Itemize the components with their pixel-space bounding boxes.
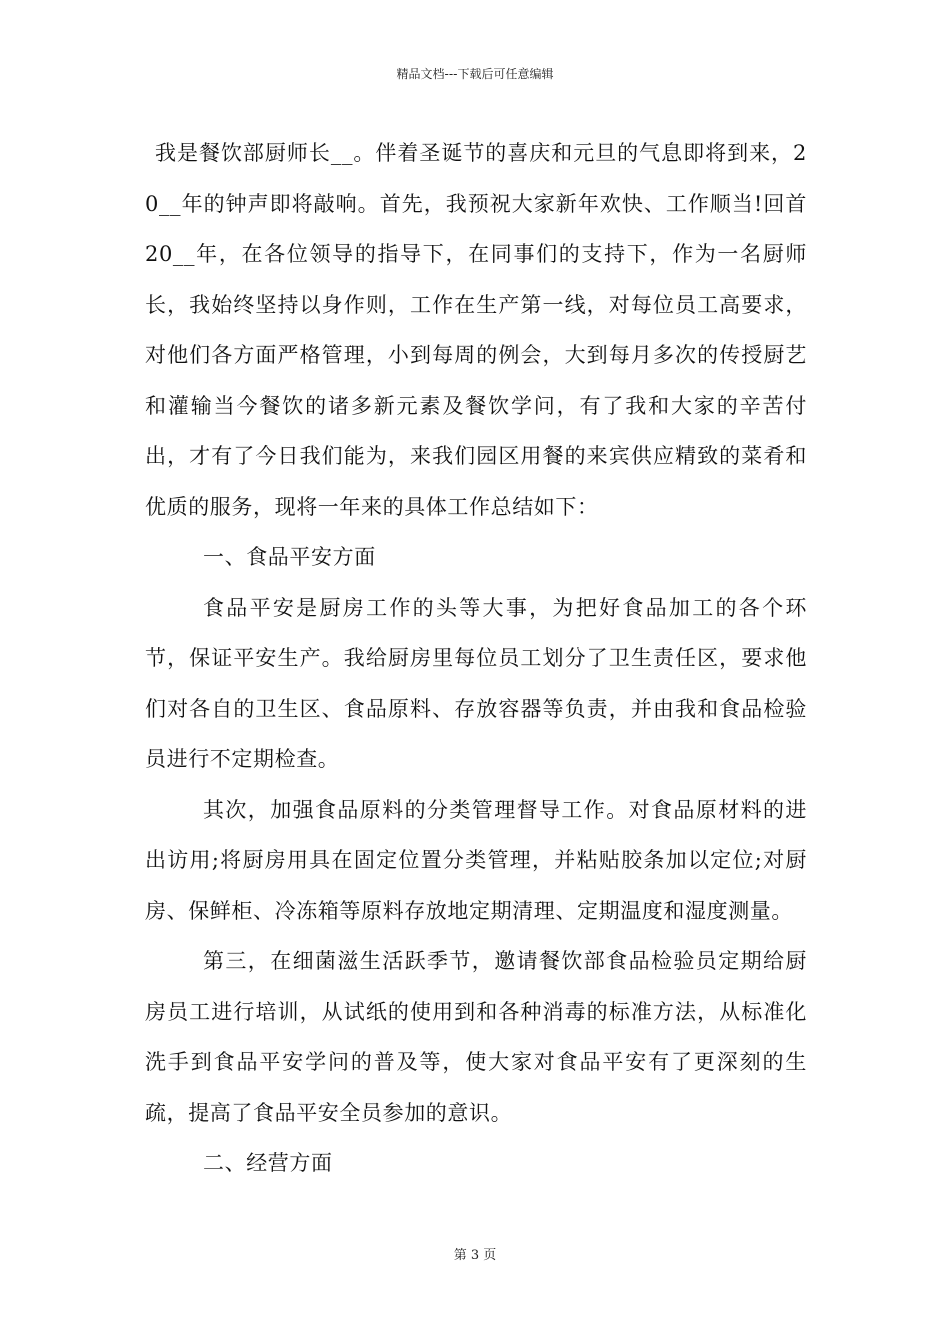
document-body	[145, 128, 807, 1189]
food-safety-paragraph-2: 其次，加强食品原料的分类管理督导工作。对食品原材料的进出访用;将厨房用具在固定位置分类管理，并粘贴胶条加以定位;对厨房、保鲜柜、冷冻箱等原料存放地定期清理、定期温度和湿度测量。	[145, 797, 807, 923]
section-heading-operations: 二、经营方面	[203, 1151, 333, 1175]
page-number: 第 3 页	[453, 1248, 497, 1263]
food-safety-paragraph-1: 食品平安是厨房工作的头等大事，为把好食品加工的各个环节，保证平安生产。我给厨房里每位员工划分了卫生责任区，要求他们对各自的卫生区、食品原料、存放容器等负责，并由我和食品检验员进行不定期检查。	[145, 595, 807, 771]
section-heading-food-safety: 一、食品平安方面	[203, 545, 376, 569]
intro-paragraph: 我是餐饮部厨师长__。伴着圣诞节的喜庆和元旦的气息即将到来，20__年的钟声即将敲响。首先，我预祝大家新年欢快、工作顺当!回首20__年，在各位领导的指导下，在同事们的支持下，作为一名厨师长，我始终坚持以身作则，工作在生产第一线，对每位员工高要求，对他们各方面严格管理，小到每周的例会，大到每月多次的传授厨艺和灌输当今餐饮的诸多新元素及餐饮学问，有了我和大家的辛苦付出，才有了今日我们能为，来我们园区用餐的来宾供应精致的菜肴和优质的服务，现将一年来的具体工作总结如下：	[145, 141, 807, 519]
food-safety-paragraph-3: 第三，在细菌滋生活跃季节，邀请餐饮部食品检验员定期给厨房员工进行培训，从试纸的使用到和各种消毒的标准方法，从标准化洗手到食品平安学问的普及等，使大家对食品平安有了更深刻的生疏，提高了食品平安全员参加的意识。	[145, 949, 807, 1125]
page-header: 精品文档---下载后可任意编辑	[396, 67, 554, 81]
